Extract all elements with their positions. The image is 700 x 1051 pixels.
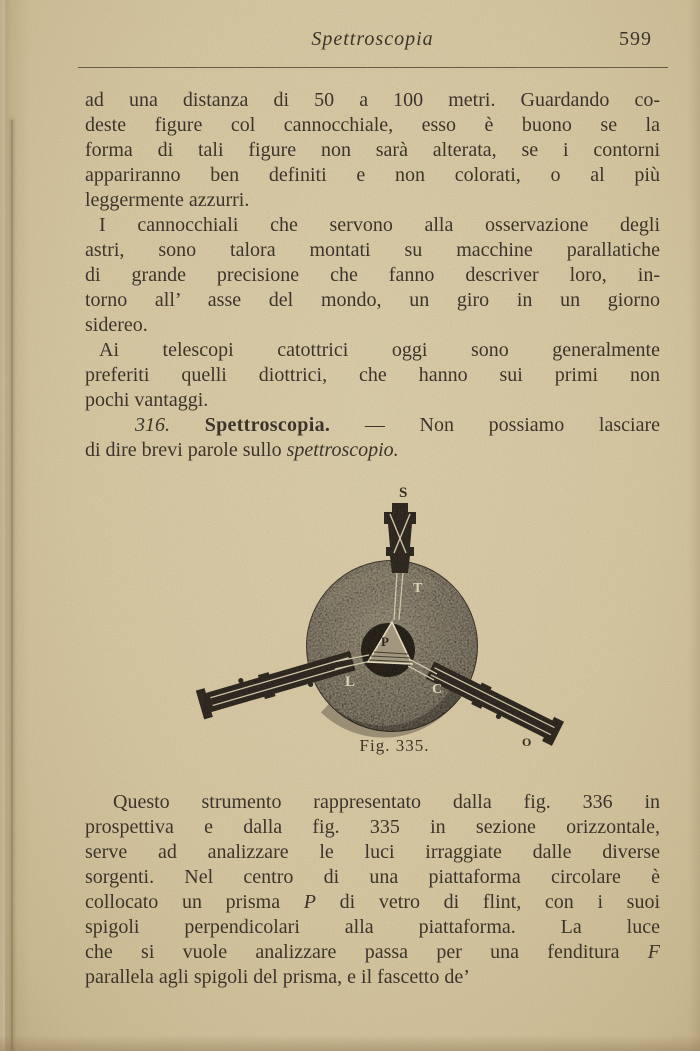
gutter-crease-line — [11, 120, 13, 1051]
text-line: deste figure col cannocchiale, esso è buono se la — [85, 114, 660, 136]
text-line: Ai telescopi catottrici oggi sono generalmente — [99, 339, 660, 361]
text-line: che si vuole analizzare passa per una fenditura F — [85, 941, 660, 963]
text-line: forma di tali figure non sarà alterata, se i contorni — [85, 139, 660, 161]
text-line: spigoli perpendicolari alla piattaforma. La luce — [85, 916, 660, 938]
label-p: P — [381, 634, 389, 649]
text-line: parallela agli spigoli del prisma, e il fascetto de’ — [85, 966, 470, 988]
paragraph — [85, 338, 660, 413]
bottom-edge-shadow — [0, 1035, 700, 1051]
text-line: astri, sono talora montati su macchine parallatiche — [85, 239, 660, 261]
text-line: 316. Spettroscopia. — Non possiamo lasciare — [135, 414, 660, 436]
text-line: sorgenti. Nel centro di una piattaforma circolare è — [85, 866, 660, 888]
text-line: di grande precisione che fanno descriver loro, in- — [85, 264, 660, 286]
text-line: leggermente azzurri. — [85, 189, 250, 211]
running-title: Spettroscopia — [311, 28, 434, 50]
paragraph — [85, 790, 660, 990]
paragraph — [85, 413, 660, 463]
text-line: Questo strumento rappresentato dalla fig. 336 in — [113, 791, 660, 813]
header-rule — [78, 67, 668, 68]
right-edge-shadow — [688, 0, 700, 1051]
text-line: appariranno ben definiti e non colorati, o al più — [85, 164, 660, 186]
gutter-shadow — [0, 0, 30, 1051]
text-line: pochi vantaggi. — [85, 389, 209, 411]
text-line: di dire brevi parole sullo spettroscopio. — [85, 439, 399, 461]
spectroscope-figure — [175, 478, 585, 766]
page-number: 599 — [619, 28, 652, 50]
paragraph — [85, 213, 660, 338]
text-line: preferiti quelli diottrici, che hanno sui primi non — [85, 364, 660, 386]
text-line: sidereo. — [85, 314, 148, 336]
text-line: ad una distanza di 50 a 100 metri. Guardando co- — [85, 89, 660, 111]
text-line: torno all’ asse del mondo, un giro in un giorno — [85, 289, 660, 311]
label-c: C — [432, 682, 443, 697]
label-o: O — [522, 735, 532, 749]
figure-caption: Fig. 335. — [359, 736, 430, 755]
text-line: collocato un prisma P di vetro di flint, con i suoi — [85, 891, 661, 913]
label-s: S — [399, 485, 408, 501]
label-f: F — [199, 691, 209, 708]
label-t: T — [413, 581, 423, 596]
paragraph — [85, 88, 660, 213]
text-line: serve ad analizzare le luci irraggiate dalle diverse — [85, 841, 660, 863]
label-l: L — [345, 674, 356, 690]
text-line: prospettiva e dalla fig. 335 in sezione orizzontale, — [85, 816, 660, 838]
text-line: I cannocchiali che servono alla osservazione degli — [99, 214, 660, 236]
